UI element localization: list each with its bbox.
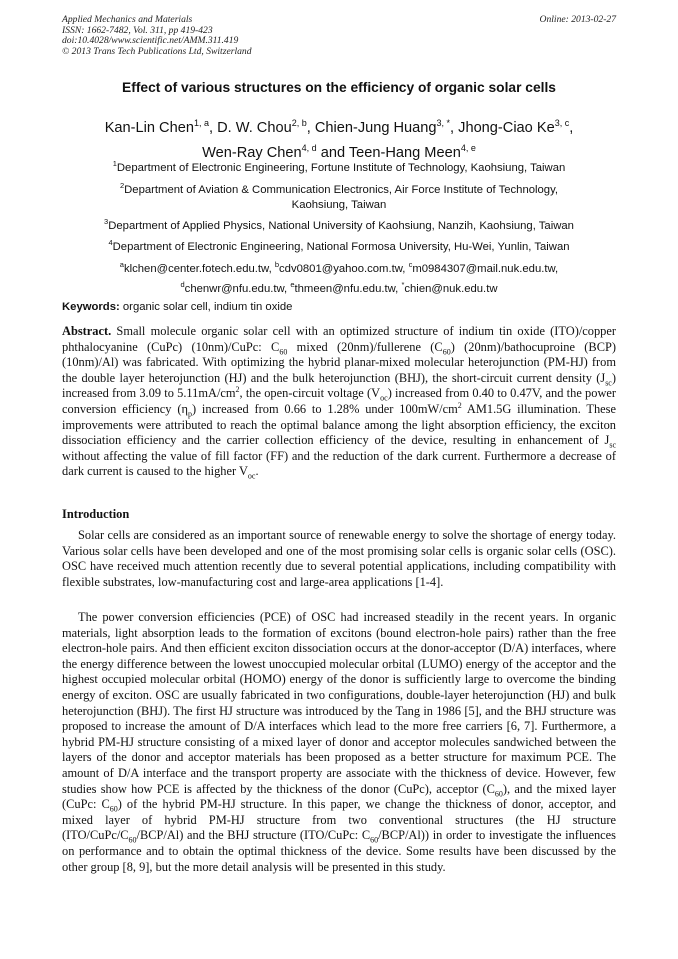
paper-title: Effect of various structures on the efficiency of organic solar cells [122,80,556,95]
author-name: Chien-Jung Huang [314,119,437,136]
email-link[interactable]: thmeen@nfu.edu.tw, [294,282,402,295]
copyright-line: © 2013 Trans Tech Publications Ltd, Switzerland [62,45,252,57]
keywords-label: Keywords: [62,301,120,313]
abstract: Abstract. Small molecule organic solar cell with an optimized structure of indium tin oxide (ITO)/copper phthalocyanine (CuPc) (10nm)/CuPc: $C_{60}$ mixed (20nm)/fullerene $(C_{60})$ (20nm)/bathocuproine (BCP) (10nm)/Al) was fabricated. With optimizing the hybrid planar-mixed molecular heterojunction (PM-HJ) from the double layer heterojunction (HJ) and the bulk heterojunction (BHJ), the short-circuit current density $(J_{sc})$ increased from 3.09 to $5.11mA/cm^2$, the open-circuit voltage $(V_{oc})$ increased from 0.40 to 0.47V, and the power conversion efficiency $(\eta_p)$ increased from 0.66 to 1.28% under $100mW/cm^2$ AM1.5G illumination. These improvements were attributed to reach the optimal balance among the light absorption efficiency, the exciton dissociation efficiency and the carrier collection efficiency of the device, resulting in enhancement of $J_{sc}$ without affecting the value of fill factor (FF) and the reduction of the dark current. Furthermore a decrease of dark current is caused to the higher $V_{oc}$. [62,324,617,481]
author-name: Jhong-Ciao Ke [458,119,555,136]
email-link[interactable]: chenwr@nfu.edu.tw, [184,282,291,295]
author-sup: 3, c [554,118,570,128]
affiliation-3: $^3$Department of Applied Physics, National University of Kaohsiung, Nanzih, Kaohsiung, Taiwan [104,217,574,232]
introduction-heading: Introduction [62,507,130,521]
author-list: Kan-Lin Chen$^{1, a}$, D. W. Chou$^{2, b}$, Chien-Jung Huang$^{3, *}$, Jhong-Ciao Ke$^{3, c}$, Wen-Ray Chen$^{4, d}$ and Teen-Hang Meen$^{4, e}$ [104,118,574,161]
issn-line: ISSN: 1662-7482, Vol. 311, pp 419-423 [62,24,213,36]
author-sup: 1, a [193,118,209,128]
doi-line: doi:10.4028/www.scientific.net/AMM.311.419 [62,35,239,47]
author-name: Wen-Ray Chen [202,144,302,161]
affiliation-2: $^2$Department of Aviation & Communication Electronics, Air Force Institute of Technology, Kaohsiung, Taiwan [119,181,559,212]
author-name: Kan-Lin Chen [104,119,194,136]
email-link[interactable]: m0984307@mail.nuk.edu.tw, [412,262,559,275]
email-link[interactable]: cdv0801@yahoo.com.tw, [279,262,409,275]
author-name: Teen-Hang Meen [348,144,461,161]
abstract-label: Abstract. [62,324,112,338]
introduction-paragraph-2: The power conversion efficiencies (PCE) of OSC had increased steadily in the recent years. In organic materials, light absorption leads to the formation of excitons (bound electron-hole pairs) rather than the free electron-hole pairs. And then efficient exciton dissociation occurs at the donor-acceptor (D/A) interfaces, where the energy difference between the lowest unoccupied molecular orbital (LUMO) energy of the acceptor and the highest occupied molecular orbital (HOMO) energy of the donor is sufficiently large to overcome the binding energy of exciton. OSC are usually fabricated in two configurations, double-layer heterojunction (HJ) and bulk heterojunction (BHJ). The first HJ structure was introduced by the Tang in 1986 [5], and the BHJ structure was proposed to increase the amount of D/A interfaces which lead to the more free carriers [6, 7]. Furthermore, a hybrid PM-HJ structure consisting of a mixed layer of donor and acceptor molecules sandwiched between the layers of the donor and acceptor materials has been proposed as a better structure for maximum PCE. The amount of D/A interface and the transport property are associate with the thickness of device. However, few studies show how PCE is affected by the thickness of the donor (CuPc), acceptor $(C_{60})$, and the mixed layer (CuPc: $C_{60}$) of the hybrid PM-HJ structure. In this paper, we change the thickness of donor, acceptor, and mixed layer of hybrid PM-HJ structure from two conventional structures (the HJ structure $(ITO/CuPc/C_{60}/BCP/Al)$ and the BHJ structure (ITO/CuPc: $C_{60}/BCP/Al$)) in order to investigate the influences on performance and to obtain the optimal thickness of the device. Some results have been discussed by the other group [8, 9], but the more detail analysis will be presented in this study. [62,610,617,874]
author-emails: $^a$klchen@center.fotech.edu.tw, $^b$cdv0801@yahoo.com.tw, $^c$m0984307@mail.nuk.edu.tw, $^d$chenwr@nfu.edu.tw, $^e$thmeen@nfu.edu.tw, *chien@nuk.edu.tw [119,260,559,295]
email-link[interactable]: chien@nuk.edu.tw [404,282,498,295]
affiliation-1: $^1$Department of Electronic Engineering, Fortune Institute of Technology, Kaohsiung, Taiwan [112,159,566,174]
journal-name: Applied Mechanics and Materials [62,14,193,25]
author-sup: 2, b [291,118,307,128]
author-sup: 3, * [436,118,451,128]
journal-header [62,15,616,57]
author-name: D. W. Chou [217,119,292,136]
introduction-paragraph-1: Solar cells are considered as an important source of renewable energy to solve the shortage of energy today. Various solar cells have been developed and one of the most promising solar cells is organic solar cells (OSC). OSC have received much attention recently due to several potential applications, including compatibility with flexible substrates, low-manufacturing cost and large-area applications [1-4]. [62,528,616,589]
author-sup: 4, e [460,142,476,153]
keywords [62,301,292,313]
author-sup: 4, d [301,142,317,153]
keywords-text: organic solar cell, indium tin oxide [119,301,293,313]
online-date: Online: 2013-02-27 [539,14,616,25]
affiliation-4: $^4$Department of Electronic Engineering, National Formosa University, Hu-Wei, Yunlin, Taiwan [108,238,570,253]
email-link[interactable]: klchen@center.fotech.edu.tw, [123,262,275,275]
